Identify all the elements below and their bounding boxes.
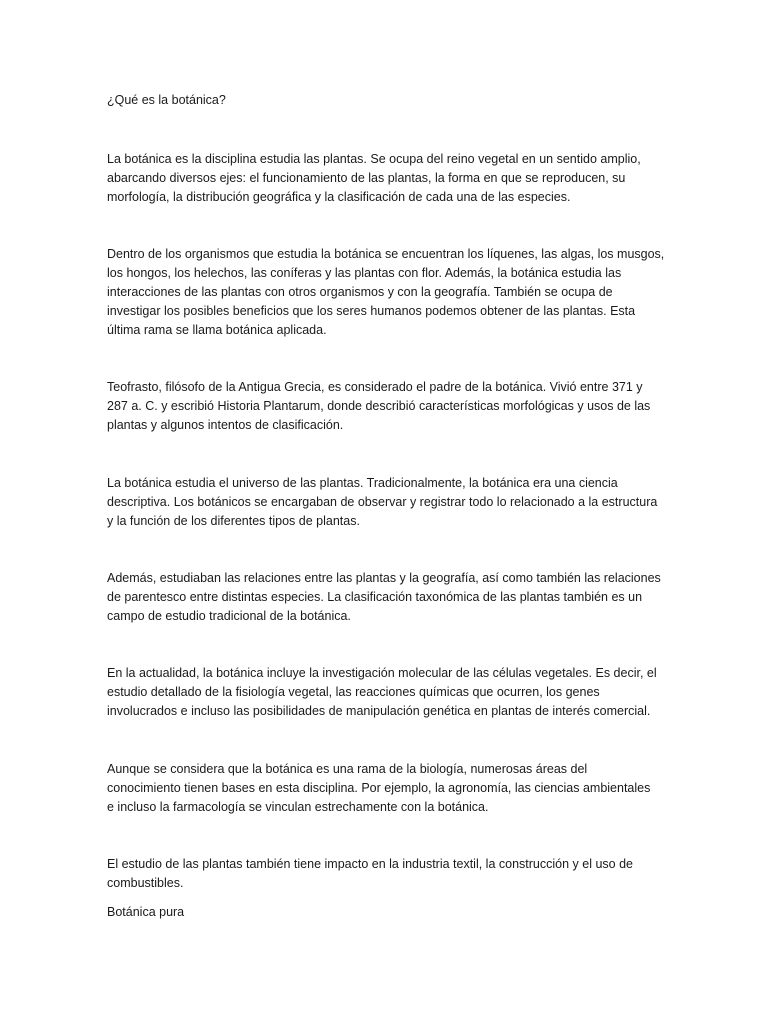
paragraph-line: El estudio de las plantas también tiene impacto en la industria textil, la construcción y el uso de <box>107 857 633 871</box>
paragraph-line: morfología, la distribución geográfica y la clasificación de cada una de las especies. <box>107 190 571 204</box>
paragraph-line: descriptiva. Los botánicos se encargaban de observar y registrar todo lo relacionado a la estructura <box>107 495 658 509</box>
paragraph-line: los hongos, los helechos, las coníferas y las plantas con flor. Además, la botánica estudia las <box>107 266 622 280</box>
paragraph-line: abarcando diversos ejes: el funcionamiento de las plantas, la forma en que se reproducen, su <box>107 171 626 185</box>
paragraph-line: de parentesco entre distintas especies. La clasificación taxonómica de las plantas también es un <box>107 590 643 604</box>
paragraph-line: conocimiento tienen bases en esta disciplina. Por ejemplo, la agronomía, las ciencias ambientales <box>107 781 651 795</box>
paragraph-line: plantas y algunos intentos de clasificación. <box>107 418 344 432</box>
paragraph-line: campo de estudio tradicional de la botánica. <box>107 609 351 623</box>
paragraph-line: La botánica es la disciplina estudia las plantas. Se ocupa del reino vegetal en un sentido amplio, <box>107 152 641 166</box>
paragraph-line: investigar los posibles beneficios que los seres humanos podemos obtener de las plantas. Esta <box>107 304 636 318</box>
paragraph-line: estudio detallado de la fisiología vegetal, las reacciones químicas que ocurren, los genes <box>107 685 600 699</box>
paragraph-line: Dentro de los organismos que estudia la botánica se encuentran los líquenes, las algas, los musgos, <box>107 247 665 261</box>
paragraph-line: última rama se llama botánica aplicada. <box>107 323 327 337</box>
paragraph-line: Aunque se considera que la botánica es una rama de la biología, numerosas áreas del <box>107 762 588 776</box>
paragraph-line: y la función de los diferentes tipos de plantas. <box>107 514 360 528</box>
paragraph-line: Además, estudiaban las relaciones entre las plantas y la geografía, así como también las relaciones <box>107 571 661 585</box>
section-heading: Botánica pura <box>107 905 185 919</box>
paragraph-line: Teofrasto, filósofo de la Antigua Grecia, es considerado el padre de la botánica. Vivió entre 371 y <box>107 380 643 394</box>
document-title: ¿Qué es la botánica? <box>107 93 226 107</box>
paragraph-line: En la actualidad, la botánica incluye la investigación molecular de las células vegetales. Es decir, el <box>107 666 657 680</box>
paragraph-line: La botánica estudia el universo de las plantas. Tradicionalmente, la botánica era una ciencia <box>107 476 618 490</box>
paragraph-line: e incluso la farmacología se vinculan estrechamente con la botánica. <box>107 800 489 814</box>
paragraph-line: combustibles. <box>107 876 184 890</box>
paragraph-line: involucrados e incluso las posibilidades de manipulación genética en plantas de interés comercial. <box>107 704 651 718</box>
paragraph-line: interacciones de las plantas con otros organismos y con la geografía. También se ocupa de <box>107 285 613 299</box>
paragraph-line: 287 a. C. y escribió Historia Plantarum, donde describió características morfológicas y usos de las <box>107 399 651 413</box>
